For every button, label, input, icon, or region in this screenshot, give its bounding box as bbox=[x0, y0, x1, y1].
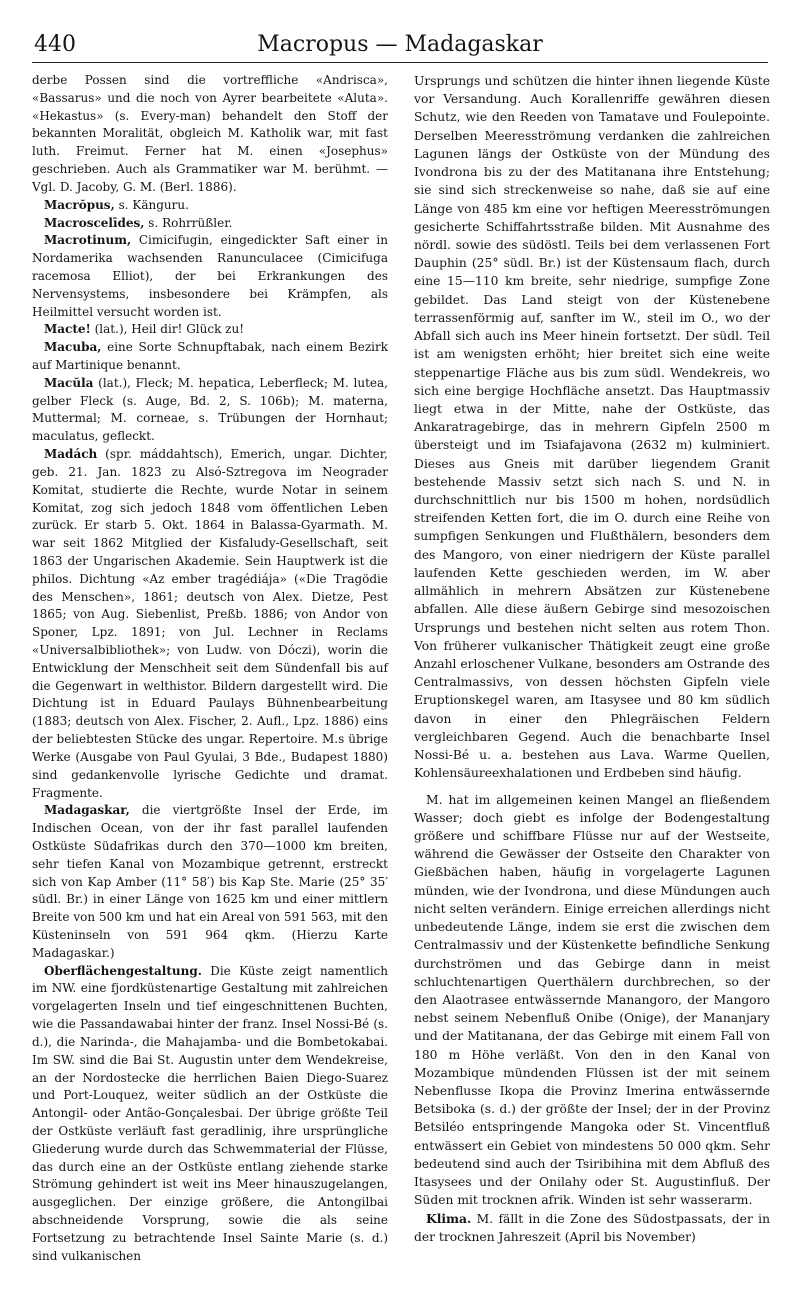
entry-paragraph: Macrŏpus, s. Känguru. bbox=[44, 197, 189, 212]
entry-paragraph: Macte! (lat.), Heil dir! Glück zu! bbox=[44, 322, 245, 337]
entry-paragraph: Madagaskar, die viertgrößte Insel der Erde, im Indischen Ocean, von der ihr fast parallel laufenden Ostküste Südafrikas durch den 370—1000 km breiten, sehr tiefen Kanal von Mozambique getrennt, erstreckt sich von Kap Amber (11° 58′) bis Kap Ste. Marie (25° 35′ südl. Br.) in einer Länge von 1625 km und einer mittlern Breite von 500 km und hat ein Areal von 591 563, mit den Küsteninseln von 591 964 qkm. (Hierzu Karte Madagaskar.) bbox=[32, 803, 388, 960]
entry-paragraph: Macŭla (lat.), Fleck; M. hepatica, Leberfleck; M. lutea, gelber Fleck (s. Auge, Bd. 2, S. 106b); M. materna, Muttermal; M. corneae, s. Trübungen der Hornhaut; maculatus, gefleckt. bbox=[32, 375, 388, 444]
section-paragraph: Oberflächengestaltung. Die Küste zeigt namentlich im NW. eine fjordküstenartige Gestaltung mit zahlreichen vorgelagerten Inseln und tief eingeschnittenen Buchten, wie die Passandawabai hinter der franz. Insel Nossi-Bé (s. d.), die Narinda-, die Mahajamba- und die Bombetokabai. Im SW. sind die Bai St. Augustin unter dem Wendekreise, an der Nordostecke die herrlichen Baien Diego-Suarez und Port-Louquez, weiter südlich an der Ostküste die Antongil- oder Antão-Gonçalesbai. Der übrige größte Teil der Ostküste verläuft fast geradlinig, ihre ursprüngliche Gliederung wurde durch das Schwemmaterial der Flüsse, das durch eine an der Ostküste entlang ziehende starke Strömung gehindert ist weit ins Meer hinauszugelangen, ausgeglichen. Der einzige größere, die Antongilbai abschneidende Vorsprung, sowie die als seine Fortsetzung zu betrachtende Insel Sainte Marie (s. d.) sind vulkanischen bbox=[32, 963, 388, 1263]
left-column bbox=[32, 72, 388, 1265]
entry-paragraph: Ursprungs und schützen die hinter ihnen liegende Küste vor Versandung. Auch Korallenriffe gewähren diesen Schutz, wie den Reeden von Tamatave und Foulepointe. Derselben Meeresströmung verdanken die zahlreichen Lagunen längs der Ostküste von der Mündung des Ivondrona bis zu der des Matitanana ihre Entstehung; sie sind sich streckenweise so nahe, daß sie auf eine Länge von 485 km eine vor heftigen Meeresströmungen gesicherte Schiffahrtsstraße bilden. Mit Ausnahme des nördl. sowie des südöstl. Teils bei dem verlassenen Fort Dauphin (25° südl. Br.) ist der Küstensaum flach, durch eine 15—110 km breite, sehr niedrige, sumpfige Zone gebildet. Das Land steigt von der Küstenebene terrassenförmig auf, sanfter im W., steil im O., wo der Abfall sich auch ins Meer hinein fortsetzt. Der südl. Teil ist am wenigsten erhöht; hier breitet sich eine weite steppenartige Fläche aus bis zum südl. Wendekreis, wo sich eine bergige Hochfläche ansetzt. Das Hauptmassiv liegt etwa in der Mitte, nahe der Ostküste, das Ankaratragebirge, das in mehrern Gipfeln 2500 m übersteigt und im Tsiafajavona (2632 m) kulminiert. Dieses aus Gneis mit darüber liegendem Granit bestehende Massiv setzt sich nach S. und N. in durchschnittlich nur bis 1500 m hohen, nordsüdlich streifenden Ketten fort, die im O. durch eine Reihe von sumpfigen Senkungen und Flußthälern, besonders dem des Mangoro, von einer niedrigern der Küste parallel laufenden Kette geschieden werden, im W. aber allmählich in mehrern Absätzen zur Küstenebene abfallen. Alle diese äußern Gebirge sind mesozoischen Ursprungs und bestehen nicht selten aus rotem Thon. Von früherer vulkanischer Thätigkeit zeugt eine große Anzahl erloschener Vulkane, besonders am Ostrande des Centralmassivs, von dessen höchsten Gipfeln viele Eruptionskegel waren, am Itasysee und 80 km südlich davon in einer den Phlegräischen Feldern vergleichbaren Gegend. Auch die benachbarte Insel Nossi-Bé u. a. bestehen aus Lava. Warme Quellen, Kohlensäureexhalationen und Erdbeben sind häufig. bbox=[414, 74, 770, 781]
entry-paragraph: derbe Possen sind die vortreffliche «Andrisca», «Bassarus» und die noch von Ayrer bearbeitete «Aluta». «Hekastus» (s. Every-man) behandelt den Stoff der bekannten Moralität, obgleich M. Katholik war, mit fast luth. Freimut. Ferner hat M. einen «Josephus» geschrieben. Auch als Grammatiker war M. berühmt. — Vgl. D. Jacoby, G. M. (Berl. 1886). bbox=[32, 73, 388, 194]
entry-paragraph: M. hat im allgemeinen keinen Mangel an fließendem Wasser; doch giebt es infolge der Bodengestaltung größere und schiffbare Flüsse nur auf der Westseite, während die Gewässer der Ostseite den Charakter von Gießbächen haben, häufig in vorgelagerte Lagunen münden, wie der Ivondrona, und diese Mündungen auch nicht selten verändern. Einige erreichen allerdings nicht unbedeutende Länge, indem sie erst die zwischen dem Centralmassiv und der Küstenkette befindliche Senkung durchströmen und das Gebirge dann in meist schluchtenartigen Querthälern durchbrechen, so der den Alaotrasee entwässernde Manangoro, der Mangoro nebst seinem Nebenfluß Onibe (Onige), der Mananjary und der Matitanana, der das Gebirge mit einem Fall von 180 m Höhe verläßt. Von den in den Kanal von Mozambique mündenden Flüssen ist der mit seinem Nebenflusse Ikopa die Provinz Imerina entwässernde Betsiboka (s. d.) der größte der Insel; der in der Provinz Betsiléo entspringende Mangoka oder St. Vincentfluß entwässert ein Gebiet von mindestens 50 000 qkm. Sehr bedeutend sind auch der Tsiribihina mit dem Abfluß des Itasysees und der Onilahy oder St. Augustinfluß. Der Süden mit trocknen afrik. Winden ist sehr wasserarm. bbox=[414, 792, 770, 1208]
page-number: 440 bbox=[34, 32, 76, 57]
entry-paragraph: Macuba, eine Sorte Schnupftabak, nach einem Bezirk auf Martinique benannt. bbox=[32, 340, 388, 372]
section-paragraph: Klima. M. fällt in die Zone des Südostpassats, der in der trocknen Jahreszeit (April bis November) bbox=[414, 1210, 770, 1244]
page-header bbox=[32, 22, 768, 63]
entry-paragraph: Madách (spr. máddahtsch), Emerich, ungar. Dichter, geb. 21. Jan. 1823 zu Alsó-Sztregova im Neograder Komitat, studierte die Rechte, wurde Notar in seinem Komitat, zog sich jedoch 1848 vom öffentlichen Leben zurück. Er starb 5. Okt. 1864 in Balassa-Gyarmath. M. war seit 1862 Mitglied der Kisfaludy-Gesellschaft, seit 1863 der Ungarischen Akademie. Sein Hauptwerk ist die philos. Dichtung «Az ember tragédiája» («Die Tragödie des Menschen», 1861; deutsch von Alex. Dietze, Pest 1865; von Aug. Siebenlist, Preßb. 1886; von Andor von Sponer, Lpz. 1891; von Jul. Lechner in Reclams «Universalbibliothek»; von Ludw. von Dóczi), worin die Entwicklung der Menschheit seit dem Sündenfall bis auf die Gegenwart in welthistor. Bildern dargestellt wird. Die Dichtung ist in Eduard Paulays Bühnenbearbeitung (1883; deutsch von Alex. Fischer, 2. Aufl., Lpz. 1886) eins der beliebtesten Stücke des ungar. Repertoire. M.s übrige Werke (Ausgabe von Paul Gyulai, 3 Bde., Budapest 1880) sind gedankenvolle lyrische Gedichte und dramat. Fragmente. bbox=[32, 447, 388, 800]
right-column bbox=[414, 72, 770, 1246]
entry-paragraph: Macroscelīdes, s. Rohrrüßler. bbox=[44, 215, 233, 230]
entry-paragraph: Macrotinum, Cimicifugin, eingedickter Saft einer in Nordamerika wachsenden Ranunculacee (Cimicifuga racemosa Elliot), der bei Erkrankungen des Nervensystems, insbesondere bei Krämpfen, als Heilmittel versucht worden ist. bbox=[32, 233, 388, 319]
running-title: Macropus — Madagaskar bbox=[257, 32, 543, 57]
